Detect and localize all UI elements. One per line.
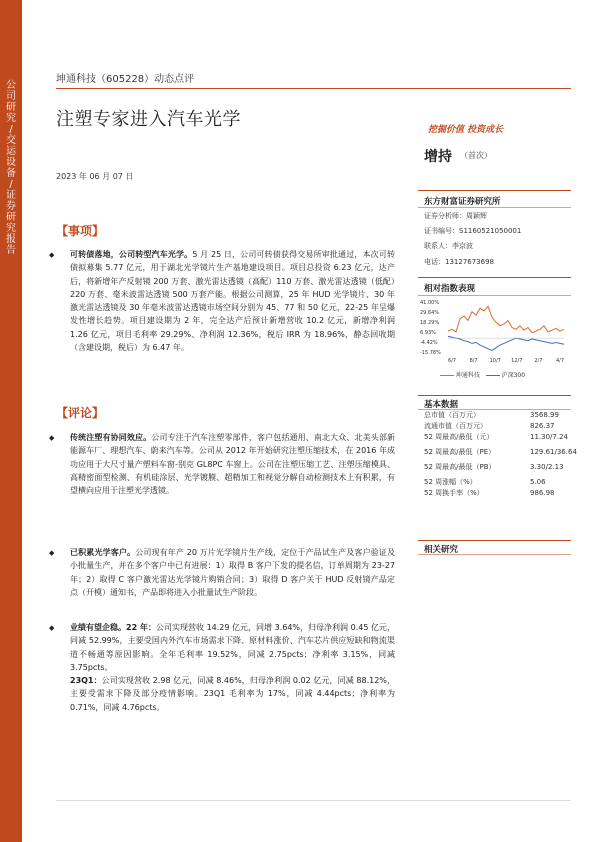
related-title-divider: [418, 554, 571, 555]
header-divider: [56, 88, 571, 89]
chart-title: 相对指数表现: [424, 284, 476, 294]
legend-swatch-index: [486, 375, 500, 376]
report-date: 2023 年 06 月 07 日: [56, 172, 134, 181]
series-line-stock: [448, 306, 564, 332]
y-tick-label: -15.78%: [420, 350, 441, 356]
right-top-divider: [418, 190, 571, 191]
y-tick-label: 18.29%: [420, 320, 440, 326]
comment-2-lead: 已积累光学客户。: [70, 548, 136, 557]
basic-divider: [418, 395, 571, 396]
chart-divider: [418, 277, 571, 278]
institute-divider: [418, 207, 571, 208]
x-tick-label: 6/7: [447, 358, 457, 364]
relative-index-chart: [418, 296, 571, 364]
rating: 增持: [424, 149, 452, 165]
x-tick-label: 12/7: [511, 358, 523, 364]
related-title: 相关研究: [424, 545, 459, 555]
page-title: 注塑专家进入汽车光学: [56, 109, 241, 130]
basic-data-value: 129.61/36.64: [530, 448, 577, 456]
slogan: 挖掘价值 投资成长: [428, 125, 504, 135]
y-tick-label: 6.93%: [420, 330, 436, 336]
event-tag: 【事项】: [56, 224, 105, 238]
basic-data-value: 3.30/2.13: [530, 463, 564, 471]
footer-divider: [56, 800, 571, 801]
x-tick-label: 2/7: [534, 358, 543, 364]
bullet-icon: ◆: [49, 549, 55, 557]
y-tick-label: 41.00%: [420, 300, 440, 306]
basic-data-label: 52 周最高/最低（元）: [424, 433, 494, 441]
institute: 东方财富证券研究所: [424, 197, 501, 207]
bullet-icon: ◆: [49, 251, 55, 259]
event-paragraph: [70, 248, 395, 354]
event-text: 5 月 25 日，公司可转债获得交易所审批通过，本次可转债拟募集 5.77 亿元，用于湖北光学镜片生产基地建设项目。项目总投资 6.23 亿元，达产后，将新增年产反射镜 200 万套、激光雷达透镜（高配）110 万套、激光雷达透镜（低配）220 万套、毫米波雷达透镜 500 万套产能。根据公司测算，25 年 HUD 光学镜片、30 年激光雷达透镜及 30 年毫米波雷达透镜市场空间分别为 45、77 和 50 亿元，22-25 年呈爆发性增长趋势。项目建设期为 2 年，完全达产后预计新增营收 10.2 亿元，新增净利润 1.26 亿元，项目毛利率 29.29%、净利润 12.36%，税后 IRR 为 18.96%，静态回收期（含建设期，税后）为 6.47 年。: [70, 250, 395, 353]
comment-3-lead2: 23Q1：: [70, 676, 102, 686]
x-tick-label: 4/7: [555, 358, 565, 364]
basic-data-label: 52 周涨幅（%）: [424, 478, 477, 486]
basic-title: 基本数据: [424, 400, 459, 410]
basic-title-divider: [418, 409, 571, 410]
basic-data-value: 5.06: [530, 478, 546, 486]
comment-1-lead: 传统注塑有协同效应。: [70, 433, 152, 442]
event-lead: 可转债落地，公司转型汽车光学。: [70, 250, 193, 259]
series-line-index: [448, 336, 564, 350]
basic-data-value: 826.37: [530, 422, 555, 430]
comment-tag: 【评论】: [56, 406, 105, 420]
comment-1-text: 公司专注于汽车注塑零部件，客户包括通用、南北大众、北美头部新能源车厂、理想汽车、蔚来汽车等。公司从 2012 年开始研究注塑压缩技术，在 2016 年成功应用于大尺寸量产塑料车窗-别克 GL8PC 车窗上。公司在注塑压缩工艺、注塑压缩模具、高精密面型检测、有机硅涂层、光学镀膜、超精加工和视觉分解自动检测技术上有积累，有望横向应用于注塑光学透镜。: [70, 433, 395, 496]
comment-paragraph-3: [70, 621, 395, 714]
legend-swatch-stock: [440, 375, 454, 376]
basic-data-label: 52 周最高/最低（PE）: [424, 448, 496, 456]
stock-title: 坤通科技（605228）动态点评: [56, 74, 195, 85]
chart-legend: [440, 370, 525, 379]
x-tick-label: 10/7: [489, 358, 501, 364]
comment-paragraph-2: [70, 546, 395, 599]
legend-stock: 坤通科技: [455, 372, 480, 379]
basic-data-label: 总市值（百万元）: [424, 411, 480, 419]
x-tick-label: 8/7: [469, 358, 478, 364]
related-divider: [418, 540, 571, 541]
legend-index: 沪深300: [501, 372, 526, 379]
basic-data-value: 3568.99: [530, 411, 559, 419]
basic-data-value: 986.98: [530, 489, 555, 497]
bullet-icon: ◆: [49, 434, 55, 442]
basic-data-label: 52 周最高/最低（PB）: [424, 463, 496, 471]
contact: 联系人：李京波: [424, 242, 473, 250]
comment-2-text: 公司现有年产 20 万片光学镜片生产线，定位于产品试生产及客户验证及小批量生产，并在多个客户中已有进展：1）取得 B 客户下发的提名信，订单周期为 23-27 年；2）取得 C 客户激光雷达光学镜片购销合同；3）取得 D 客户关于 HUD 反射镜产品定点（开模）通知书，产品即将进入小批量试生产阶段。: [70, 548, 396, 597]
basic-data-value: 11.30/7.24: [530, 433, 568, 441]
phone: 电话：13127673698: [424, 258, 494, 266]
comment-3-text: 公司实现营收 14.29 亿元，同增 3.64%，归母净利润 0.45 亿元，同减 52.99%，主要受国内外汽车市场需求下降、原材料涨价、汽车芯片供应短缺和物流渠道不畅通等原因影响。全年毛利率 19.52%，同减 2.75pcts；净利率 3.15%，同减 3.75pcts。: [70, 623, 395, 672]
basic-data-label: 流通市值（百万元）: [424, 422, 487, 430]
bullet-icon: ◆: [49, 624, 55, 632]
y-tick-label: 29.64%: [420, 310, 440, 316]
comment-paragraph-1: [70, 431, 395, 497]
basic-data-label: 52 周换手率（%）: [424, 489, 484, 497]
analyst: 证券分析师：周颖辉: [424, 212, 487, 220]
comment-3-text2: 公司实现营收 2.98 亿元，同减 8.46%，归母净利润 0.02 亿元，同减 88.12%，主要受需求下降及部分疫情影响。23Q1 毛利率为 17%，同减 4.44pcts；净利率为 0.71%，同减 4.76pcts。: [70, 676, 395, 712]
sidebar-label: 公司研究 / 交运设备 / 证券研究报告: [6, 80, 16, 256]
rating-note: （首次）: [460, 151, 492, 160]
y-tick-label: -4.42%: [420, 340, 438, 346]
comment-3-lead: 业绩有望企稳。22 年：: [70, 623, 156, 632]
certificate: 证书编号：S1160521050001: [424, 227, 522, 235]
